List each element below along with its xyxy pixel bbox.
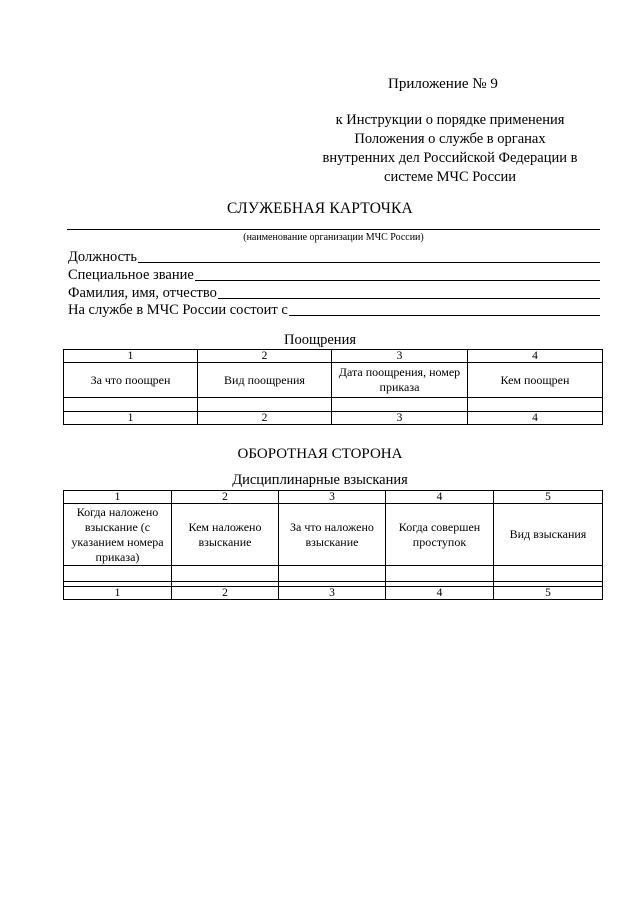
table-row	[64, 587, 603, 600]
table-cell[interactable]	[494, 566, 603, 582]
column-number: 2	[172, 587, 279, 600]
column-number: 3	[332, 350, 468, 363]
field-position[interactable]	[68, 248, 600, 266]
table-row	[64, 363, 603, 398]
column-header: Вид взыскания	[494, 504, 603, 566]
table-row	[64, 398, 603, 412]
rewards-title: Поощрения	[283, 332, 356, 348]
column-number: 3	[279, 491, 386, 504]
column-number: 1	[64, 350, 198, 363]
field-full-name[interactable]	[68, 284, 600, 302]
table-cell[interactable]	[64, 566, 172, 582]
field-special-rank[interactable]	[68, 266, 600, 284]
field-fill-line[interactable]	[195, 280, 600, 281]
table-row	[64, 491, 603, 504]
column-header: Когда наложено взыскание (с указанием номера приказа)	[64, 504, 172, 566]
column-number: 2	[198, 350, 332, 363]
field-label: Фамилия, имя, отчество	[68, 285, 217, 301]
appendix-ref-line: внутренних дел Российской Федерации в	[322, 150, 578, 166]
table-row	[64, 566, 603, 582]
appendix-reference	[300, 111, 600, 187]
table-cell[interactable]	[172, 566, 279, 582]
table-cell[interactable]	[332, 398, 468, 412]
field-fill-line[interactable]	[138, 262, 600, 263]
penalties-table	[63, 490, 603, 600]
field-fill-line[interactable]	[289, 315, 600, 316]
table-cell[interactable]	[386, 566, 494, 582]
column-number: 3	[279, 587, 386, 600]
field-label: Должность	[68, 249, 137, 265]
column-number: 4	[386, 491, 494, 504]
column-number: 3	[332, 412, 468, 425]
appendix-ref-line: системе МЧС России	[384, 169, 516, 185]
field-label: Специальное звание	[68, 267, 194, 283]
field-label: На службе в МЧС России состоит с	[68, 302, 288, 318]
column-number: 2	[198, 412, 332, 425]
column-number: 4	[468, 350, 603, 363]
appendix-number: Приложение № 9	[388, 76, 498, 92]
column-header: Когда совершен проступок	[386, 504, 494, 566]
table-row	[64, 350, 603, 363]
column-number: 4	[468, 412, 603, 425]
table-cell[interactable]	[468, 398, 603, 412]
column-header: Кем поощрен	[468, 363, 603, 398]
column-number: 1	[64, 587, 172, 600]
table-cell[interactable]	[279, 566, 386, 582]
column-number: 5	[494, 587, 603, 600]
reverse-side-title: ОБОРОТНАЯ СТОРОНА	[237, 446, 403, 462]
column-header: Кем наложено взыскание	[172, 504, 279, 566]
column-header: Дата поощрения, номер приказа	[332, 363, 468, 398]
table-cell[interactable]	[64, 398, 198, 412]
column-header: За что наложено взыскание	[279, 504, 386, 566]
organization-caption: (наименование организации МЧС России)	[243, 232, 424, 243]
table-row	[64, 504, 603, 566]
organization-name-line[interactable]	[67, 229, 600, 230]
penalties-title: Дисциплинарные взыскания	[232, 472, 408, 488]
table-cell[interactable]	[198, 398, 332, 412]
field-service-start[interactable]	[68, 301, 600, 319]
column-header: Вид поощрения	[198, 363, 332, 398]
column-number: 2	[172, 491, 279, 504]
appendix-ref-line: к Инструкции о порядке применения	[335, 112, 565, 128]
column-number: 4	[386, 587, 494, 600]
column-number: 1	[64, 412, 198, 425]
table-row	[64, 412, 603, 425]
column-header: За что поощрен	[64, 363, 198, 398]
rewards-table	[63, 349, 603, 425]
card-title: СЛУЖЕБНАЯ КАРТОЧКА	[227, 200, 413, 217]
appendix-ref-line: Положения о службе в органах	[354, 131, 546, 147]
column-number: 1	[64, 491, 172, 504]
field-fill-line[interactable]	[218, 298, 600, 299]
column-number: 5	[494, 491, 603, 504]
